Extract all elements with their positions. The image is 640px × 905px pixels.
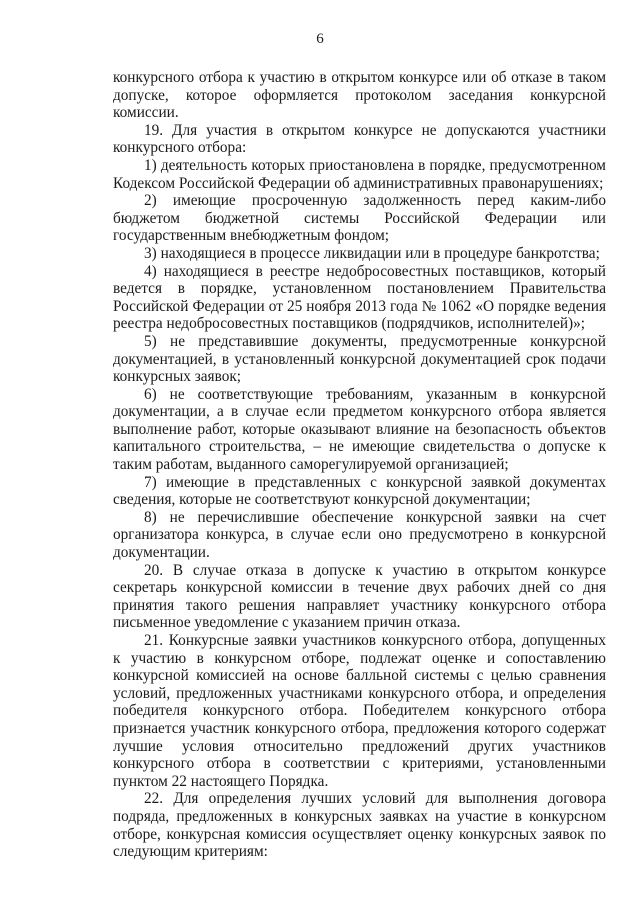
paragraph-continuation: конкурсного отбора к участию в открытом конкурсе или об отказе в таком допуске, которое оформляется протоколом заседания конкурсной комиссии. — [113, 69, 606, 122]
paragraph-19: 19. Для участия в открытом конкурсе не допускаются участники конкурсного отбора: — [113, 121, 606, 157]
paragraph-20: 20. В случае отказа в допуске к участию в открытом конкурсе секретарь конкурсной комиссии в течение двух рабочих дней со дня принятия такого решения направляет участнику конкурсного отбора письменное уведомление с указанием причин отказа. — [113, 561, 606, 632]
paragraph-22: 22. Для определения лучших условий для выполнения договора подряда, предложенных в конкурсных заявках на участие в конкурсном отборе, конкурсная комиссия осуществляет оценку конкурсных заявок по следующим критериям: — [113, 790, 606, 861]
list-item-1: 1) деятельность которых приостановлена в порядке, предусмотренном Кодексом Российской Федерации об административных правонарушениях; — [113, 156, 606, 192]
list-item-8: 8) не перечислившие обеспечение конкурсной заявки на счет организатора конкурса, в случае если оно предусмотрено в конкурсной документации. — [113, 508, 606, 562]
page-number: 6 — [316, 31, 324, 47]
list-item-6: 6) не соответствующие требованиям, указанным в конкурсной документации, а в случае если предметом конкурсного отбора является выполнение работ, которые оказывают влияние на безопасность объектов капитального строительства, – не имеющие свидетельства о допуске к таким работам, выданного саморегулируемой организацией; — [113, 385, 606, 474]
list-item-4: 4) находящиеся в реестре недобросовестных поставщиков, который ведется в порядке, установленном постановлением Правительства Российской Федерации от 25 ноября 2013 года № 1062 «О порядке ведения реестра недобросовестных поставщиков (подрядчиков, исполнителей)»; — [113, 262, 606, 333]
paragraph-21: 21. Конкурсные заявки участников конкурсного отбора, допущенных к участию в конкурсном отборе, подлежат оценке и сопоставлению конкурсной комиссией на основе балльной системы с целью сравнения условий, предложенных участниками конкурсного отбора, и определения победителя конкурсного отбора. Победителем конкурсного отбора признается участник конкурсного отбора, предложения которого содержат лучшие условия относительно предложений других участников конкурсного отбора в соответствии с критериями, установленными пунктом 22 настоящего Порядка. — [113, 632, 606, 790]
list-item-3: 3) находящиеся в процессе ликвидации или в процедуре банкротства; — [144, 244, 600, 262]
list-item-5: 5) не представившие документы, предусмотренные конкурсной документацией, в установленный конкурсной документацией срок подачи конкурсных заявок; — [113, 332, 606, 386]
list-item-7: 7) имеющие в представленных с конкурсной заявкой документах сведения, которые не соответствуют конкурсной документации; — [113, 473, 606, 509]
list-item-2: 2) имеющие просроченную задолженность перед каким-либо бюджетом бюджетной системы Российской Федерации или государственным внебюджетным фондом; — [113, 192, 606, 245]
document-body — [113, 69, 606, 861]
